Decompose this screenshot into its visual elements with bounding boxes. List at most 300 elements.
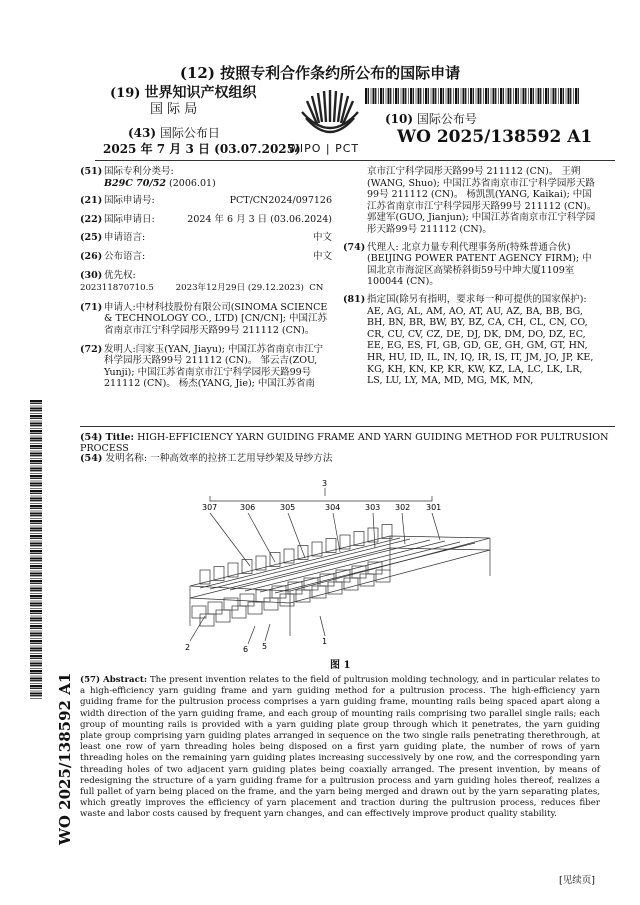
- yarn-pallet: [216, 610, 230, 622]
- barcode-bar: [30, 445, 42, 447]
- barcode-bar: [30, 505, 42, 507]
- barcode-bar: [373, 88, 375, 104]
- barcode-bar: [30, 586, 42, 587]
- barcode-bar: [476, 88, 477, 104]
- barcode-bar: [458, 88, 459, 104]
- barcode-bar: [566, 88, 567, 104]
- barcode-bar: [30, 695, 42, 696]
- barcode-bar: [485, 88, 487, 104]
- ref-label: 301: [426, 503, 442, 512]
- barcode-bar: [30, 563, 42, 564]
- barcode-bar: [455, 88, 457, 104]
- barcode-bar: [30, 668, 42, 669]
- bibliographic-right: [343, 166, 597, 392]
- title-label: 发明名称:: [105, 453, 148, 464]
- barcode-bar: [563, 88, 564, 104]
- barcode-bar: [371, 88, 372, 104]
- title-chinese: [80, 450, 332, 464]
- field-value: PCT/CN2024/097126: [229, 195, 332, 207]
- barcode-bar: [555, 88, 556, 104]
- barcode-bar: [30, 663, 42, 665]
- barcode-bar: [30, 548, 42, 549]
- barcode-bar: [30, 413, 42, 414]
- barcode-bar: [30, 520, 42, 522]
- barcode-bar: [30, 545, 42, 546]
- barcode-bar: [573, 88, 574, 104]
- pub-number-label: 国际公布号: [416, 112, 477, 126]
- barcode-bar: [30, 451, 42, 452]
- field-code: (72): [80, 343, 103, 355]
- yarn-pallet: [296, 590, 310, 602]
- barcode-bar: [30, 483, 42, 485]
- barcode-bar: [30, 433, 42, 434]
- barcode-bar: [30, 673, 42, 674]
- barcode-bar: [30, 655, 42, 657]
- yarn-pallet: [248, 602, 262, 614]
- barcode-bar: [30, 470, 42, 471]
- title-code: (54): [80, 453, 103, 464]
- barcode-bar: [30, 448, 42, 449]
- field-74: [343, 242, 597, 288]
- field-22: [80, 214, 332, 226]
- barcode-bar: [578, 88, 579, 104]
- field-code: (22): [80, 213, 103, 225]
- field-code: (21): [80, 195, 103, 207]
- ref-label: 6: [243, 645, 249, 654]
- wipo-logo-text: WIPO | PCT: [288, 142, 360, 155]
- barcode-bar: [508, 88, 510, 104]
- barcode-bar: [30, 493, 42, 494]
- barcode-bar: [30, 500, 42, 501]
- barcode-bar: [30, 598, 42, 599]
- barcode-bar: [388, 88, 390, 104]
- field-value: 中文: [312, 250, 332, 262]
- yarn-pallet: [256, 590, 270, 602]
- field-72: [80, 344, 332, 390]
- barcode-bar: [30, 498, 42, 500]
- barcode-bar: [30, 535, 42, 537]
- office-name: 世界知识产权组织: [144, 85, 257, 101]
- barcode-bar: [30, 511, 42, 512]
- abstract-label: Abstract:: [103, 675, 147, 685]
- barcode-bar: [30, 571, 42, 572]
- barcode-bar: [428, 88, 429, 104]
- barcode-bar: [431, 88, 432, 104]
- barcode-bar: [30, 628, 42, 629]
- barcode-bar: [418, 88, 420, 104]
- abstract-text: The present invention relates to the field of pultrusion molding technology, and in particular relates to a high-efficiency yarn guiding frame and yarn guiding method for a pultrusion process. The high-efficiency yarn guiding frame for the pultrusion process comprises a yarn guiding frame, mounting rails being spaced apart along a width direction of the yarn guiding frame, and each group of mounting rails comprising two parallel single rails; each group of mounting rails is provided with a yarn guiding plate group through which it penetrates, the yarn guiding plate group comprising yarn guiding plates arranged in sequence on the two single rails penetrating therethrough, at least one row of yarn threading holes being disposed on a first yarn guiding plate, the number of rows of yarn threading holes on the remaining yarn guiding plates increasing successively by one row, and the corresponding yarn threading holes of two adjacent yarn guiding plates being coaxially arranged. The present invention, by means of redesigning the structure of a yarn guiding frame for a pultrusion process and yarn guiding holes thereof, realizes a full pallet of yarn being placed on the frame, and the yarn being merged and drawn out by the yarn separating plates, which greatly improves the efficiency of yarn placement and traction during the pultrusion process, reduces fiber waste and labor costs caused by frequent yarn changes, and can effectively improve product quality stability.: [80, 675, 601, 820]
- barcode-bar: [425, 88, 427, 104]
- barcode-bar: [30, 438, 42, 440]
- barcode-bar: [30, 665, 42, 666]
- barcode-bar: [30, 508, 42, 509]
- abstract: [80, 675, 600, 821]
- barcode-bar: [500, 88, 502, 104]
- barcode-bar: [30, 425, 42, 426]
- barcode-bar: [30, 466, 42, 467]
- barcode-bar: [30, 406, 42, 407]
- barcode-bar: [518, 88, 519, 104]
- barcode-bar: [568, 88, 570, 104]
- ref-label: 304: [325, 503, 341, 512]
- barcode-bar: [30, 410, 42, 411]
- barcode-bar: [30, 616, 42, 617]
- barcode-bar: [30, 481, 42, 482]
- barcode-bar: [30, 400, 42, 402]
- barcode-bar: [30, 513, 42, 515]
- field-label: 优先权:: [104, 269, 136, 281]
- barcode-bar: [30, 463, 42, 464]
- barcode-bar: [30, 496, 42, 497]
- barcode-bar: [423, 88, 424, 104]
- barcode-bar: [413, 88, 414, 104]
- barcode-bar: [30, 578, 42, 579]
- ipc-class: B29C 70/52: [104, 177, 167, 189]
- barcode-bar: [30, 560, 42, 561]
- barcode-bar: [30, 550, 42, 552]
- barcode-bar: [560, 88, 562, 104]
- barcode-bar: [30, 650, 42, 651]
- barcode-bar: [30, 635, 42, 636]
- barcode-bar: [443, 88, 444, 104]
- office-bureau: 国 际 局: [150, 102, 198, 117]
- barcode-bar: [473, 88, 474, 104]
- barcode-bar: [30, 693, 42, 695]
- barcode-bar: [495, 88, 496, 104]
- barcode-bar: [30, 658, 42, 659]
- barcode-bar: [530, 88, 532, 104]
- barcode-bar: [30, 588, 42, 590]
- barcode-bar: [538, 88, 540, 104]
- yarn-pallet: [240, 594, 254, 606]
- field-label: 国际申请号:: [104, 195, 155, 207]
- barcode-bar: [30, 601, 42, 602]
- barcode-icon: [365, 88, 580, 104]
- barcode-bar: [30, 443, 42, 444]
- ref-label: 306: [240, 503, 256, 512]
- barcode-bar: [548, 88, 549, 104]
- continue-label[interactable]: [见续页]: [559, 875, 595, 886]
- barcode-bar: [30, 638, 42, 639]
- barcode-bar: [521, 88, 522, 104]
- yarn-pallet: [192, 606, 206, 618]
- barcode-bar: [438, 88, 439, 104]
- field-code: (26): [80, 250, 103, 262]
- barcode-bar: [30, 541, 42, 542]
- ref-label: 2: [185, 643, 191, 652]
- barcode-bar: [30, 503, 42, 504]
- barcode-bar: [30, 593, 42, 594]
- field-code: (25): [80, 232, 103, 244]
- field-value: 中文: [312, 232, 332, 244]
- ref-label: 305: [280, 503, 296, 512]
- barcode-bar: [30, 573, 42, 575]
- field-label: 国际专利分类号:: [104, 166, 174, 177]
- pub-date-label: 国际公布日: [159, 126, 220, 140]
- abstract-code: (57): [80, 675, 101, 685]
- barcode-bar: [536, 88, 537, 104]
- barcode-bar: [30, 475, 42, 477]
- priority-claim: 202311870710.5 2023年12月29日 (29.12.2023) CN: [80, 283, 324, 294]
- barcode-bar: [503, 88, 504, 104]
- barcode-bar: [30, 676, 42, 677]
- barcode-bar: [30, 453, 42, 455]
- barcode-bar: [30, 583, 42, 584]
- barcode-bar: [435, 88, 436, 104]
- barcode-bar: [393, 88, 394, 104]
- barcode-bar: [440, 88, 442, 104]
- yarn-pallet: [312, 586, 326, 598]
- ref-label: 303: [365, 503, 381, 512]
- yarn-pallet: [208, 602, 222, 614]
- barcode-bar: [410, 88, 412, 104]
- barcode-bar: [30, 605, 42, 606]
- barcode-bar: [401, 88, 402, 104]
- barcode-bar: [513, 88, 514, 104]
- barcode-bar: [498, 88, 499, 104]
- title-code: (54): [80, 432, 103, 443]
- barcode-bar: [30, 460, 42, 462]
- inventor-continued: 京市江宁科学园彤天路99号 211112 (CN)。 王朔(WANG, Shuo); 中国江苏省南京市江宁科学园彤天路99号 211112 (CN)。 杨凯凯(YANG, Kaikai); 中国江苏省南京市江宁科学园彤天路99号 211112 (CN)。 郭建军(GUO, Jianjun); 中国江苏省南京市江宁科学园彤天路99号 211112 (CN)。: [367, 166, 597, 235]
- ref-label: 3: [322, 479, 328, 488]
- barcode-bar: [30, 608, 42, 609]
- barcode-bar: [540, 88, 541, 104]
- field-label: 公布语言:: [104, 250, 146, 262]
- barcode-bar: [30, 580, 42, 582]
- barcode-bar: [483, 88, 484, 104]
- bibliographic-left: [80, 166, 332, 395]
- field-code: (74): [343, 241, 366, 253]
- barcode-bar: [488, 88, 489, 104]
- barcode-bar: [30, 538, 42, 539]
- barcode-bar: [553, 88, 555, 104]
- barcode-bar: [30, 408, 42, 410]
- barcode-bar: [30, 423, 42, 425]
- barcode-bar: [480, 88, 481, 104]
- barcode-bar: [30, 403, 42, 404]
- ref-label: 5: [262, 642, 268, 651]
- barcode-bar: [30, 565, 42, 567]
- barcode-bar: [30, 468, 42, 470]
- barcode-bar: [380, 88, 382, 104]
- barcode-bar: [30, 530, 42, 531]
- field-label: 国际申请日:: [104, 213, 155, 225]
- barcode-bar: [506, 88, 507, 104]
- barcode-bar: [375, 88, 376, 104]
- yarn-pallet: [376, 570, 390, 582]
- barcode-bar: [30, 613, 42, 614]
- barcode-bar: [390, 88, 391, 104]
- barcode-bar: [30, 633, 42, 635]
- barcode-bar: [463, 88, 465, 104]
- barcode-bar: [30, 436, 42, 437]
- barcode-bar: [378, 88, 379, 104]
- barcode-bar: [510, 88, 511, 104]
- barcode-bar: [408, 88, 409, 104]
- pub-number: WO 2025/138592 A1: [397, 127, 593, 147]
- office-block: [110, 85, 257, 118]
- barcode-bar: [30, 691, 42, 692]
- yarn-pallet: [280, 594, 294, 606]
- barcode-bar: [30, 430, 42, 432]
- title-label: Title:: [105, 432, 135, 443]
- barcode-bar: [30, 625, 42, 627]
- field-label: 申请人:: [104, 301, 136, 313]
- barcode-bar: [386, 88, 387, 104]
- field-label: 申请语言:: [104, 232, 146, 244]
- barcode-bar: [533, 88, 534, 104]
- field-value: 2024 年 6 月 3 日 (03.06.2024): [187, 213, 332, 225]
- barcode-bar: [368, 88, 369, 104]
- barcode-bar: [543, 88, 544, 104]
- field-21: [80, 195, 332, 207]
- barcode-bar: [30, 553, 42, 554]
- field-26: [80, 251, 332, 263]
- barcode-bar: [30, 523, 42, 524]
- title-text: 一种高效率的拉挤工艺用导纱架及导纱方法: [150, 453, 333, 464]
- barcode-bar: [30, 653, 42, 654]
- designated-states-text: 指定国(除另有指明，要求每一种可提供的国家保护): AE, AG, AL, AM, AO, AT, AU, AZ, BA, BB, BG, BH, BN, BR, BW, BY, BZ, CA, CH, CL, CN, CO, CR, CU, CV, CZ, DE, DJ, DK, DM, DO, DZ, EC, EE, EG, ES, FI, GB, GD, GE, GH, GM, GT, HN, HR, HU, ID, IL, IN, IQ, IR, IS, IT, JM, JO, JP, KE, KG, KH, KN, KP, KR, KW, KZ, LA, LC, LK, LR, LS, LU, LY, MA, MD, MG, MK, MN,: [367, 293, 594, 387]
- field-71: [80, 302, 332, 337]
- barcode-bar: [30, 603, 42, 605]
- barcode-bar: [30, 556, 42, 557]
- barcode-bar: [30, 640, 42, 642]
- barcode-bar: [570, 88, 571, 104]
- barcode-bar: [30, 568, 42, 569]
- yarn-pallet: [200, 614, 214, 626]
- barcode-bar: [30, 488, 42, 489]
- figure-drawing: [170, 476, 500, 656]
- office-code: (19): [110, 86, 141, 101]
- yarn-pallet: [264, 598, 278, 610]
- barcode-bar: [30, 543, 42, 545]
- barcode-bar: [395, 88, 397, 104]
- barcode-bar: [30, 643, 42, 644]
- side-publication-number: WO 2025/138592 A1: [56, 672, 74, 845]
- barcode-bar: [515, 88, 517, 104]
- agent-text: 代理人: 北京力量专利代理事务所(特殊普通合伙) (BEIJING POWER PATENT AGENCY FIRM); 中国北京市海淀区高梁桥斜街59号中坤大厦1109室 100044 (CN)。: [367, 241, 592, 288]
- section-divider: [80, 426, 615, 427]
- wipo-logo: [290, 82, 370, 167]
- barcode-bar: [30, 418, 42, 419]
- ref-label: 307: [202, 503, 218, 512]
- barcode-bar: [450, 88, 451, 104]
- barcode-bar: [30, 590, 42, 591]
- barcode-bar: [398, 88, 399, 104]
- field-code: (30): [80, 269, 103, 281]
- barcode-bar: [30, 458, 42, 459]
- barcode-bar: [30, 678, 42, 680]
- barcode-bar: [30, 473, 42, 474]
- barcode-bar: [491, 88, 492, 104]
- field-label: 发明人:: [104, 343, 136, 355]
- barcode-bar: [403, 88, 405, 104]
- barcode-bar: [405, 88, 406, 104]
- barcode-bar: [30, 683, 42, 684]
- barcode-bar: [448, 88, 450, 104]
- ipc-version: (2006.01): [166, 177, 216, 189]
- document-title: (12) 按照专利合作条约所公布的国际申请: [179, 64, 461, 82]
- barcode-bar: [465, 88, 466, 104]
- barcode-bar: [523, 88, 525, 104]
- barcode-bar: [30, 455, 42, 456]
- barcode-bar: [30, 646, 42, 647]
- side-barcode-icon: [30, 400, 42, 700]
- barcode-bar: [551, 88, 552, 104]
- barcode-bar: [30, 428, 42, 429]
- barcode-bar: [30, 415, 42, 417]
- barcode-bar: [30, 685, 42, 687]
- barcode-bar: [528, 88, 529, 104]
- barcode-bar: [416, 88, 417, 104]
- pub-number-code: (10): [385, 112, 414, 126]
- barcode-bar: [461, 88, 462, 104]
- barcode-bar: [30, 610, 42, 612]
- barcode-bar: [420, 88, 421, 104]
- yarn-pallet: [232, 606, 246, 618]
- barcode-bar: [470, 88, 472, 104]
- barcode-bar: [30, 648, 42, 650]
- field-code: (71): [80, 301, 103, 313]
- barcode-bar: [30, 485, 42, 486]
- barcode-bar: [30, 575, 42, 576]
- field-81: [343, 294, 597, 387]
- barcode-bar: [558, 88, 559, 104]
- ref-label: 1: [322, 637, 328, 646]
- barcode-bar: [30, 490, 42, 492]
- barcode-bar: [525, 88, 526, 104]
- field-51: [80, 166, 332, 189]
- yarn-guiding-frame-drawing: [170, 476, 500, 656]
- barcode-bar: [30, 421, 42, 422]
- pub-date: 2025 年 7 月 3 日 (03.07.2025): [103, 142, 301, 156]
- field-30: [80, 270, 332, 295]
- barcode-bar: [30, 670, 42, 672]
- pub-date-block: [103, 125, 301, 157]
- barcode-bar: [30, 620, 42, 621]
- inventor-text: 闫家玉(YAN, Jiayu); 中国江苏省南京市江宁科学园彤天路99号 211112 (CN)。 邹云吉(ZOU, Yunji); 中国江苏省南京市江宁科学园彤天路99号 211112 (CN)。 杨杰(YANG, Jie); 中国江苏省南: [104, 343, 323, 390]
- barcode-bar: [575, 88, 577, 104]
- barcode-bar: [545, 88, 547, 104]
- barcode-bar: [30, 515, 42, 516]
- ref-label: 302: [395, 503, 411, 512]
- barcode-bar: [30, 618, 42, 620]
- header-divider: [95, 160, 615, 161]
- barcode-bar: [493, 88, 495, 104]
- figure-caption: 图 1: [330, 660, 351, 671]
- barcode-bar: [453, 88, 454, 104]
- barcode-bar: [30, 558, 42, 560]
- title-text: HIGH-EFFICIENCY YARN GUIDING FRAME AND YARN GUIDING METHOD FOR PULTRUSION PROCESS: [80, 432, 609, 454]
- barcode-bar: [30, 698, 42, 699]
- barcode-bar: [30, 518, 42, 519]
- barcode-bar: [446, 88, 447, 104]
- pub-number-label-block: [385, 110, 477, 127]
- barcode-bar: [468, 88, 469, 104]
- barcode-bar: [30, 595, 42, 597]
- barcode-bar: [30, 661, 42, 662]
- barcode-bar: [30, 631, 42, 632]
- barcode-bar: [30, 478, 42, 479]
- barcode-bar: [478, 88, 480, 104]
- field-25: [80, 232, 332, 244]
- barcode-bar: [30, 526, 42, 527]
- barcode-bar: [30, 680, 42, 681]
- barcode-bar: [30, 533, 42, 534]
- barcode-bar: [433, 88, 435, 104]
- applicant-text: 中材科技股份有限公司(SINOMA SCIENCE & TECHNOLOGY CO., LTD) [CN/CN]; 中国江苏省南京市江宁科学园彤天路99号 211112 (CN)。: [104, 301, 328, 336]
- pub-date-code: (43): [128, 126, 157, 140]
